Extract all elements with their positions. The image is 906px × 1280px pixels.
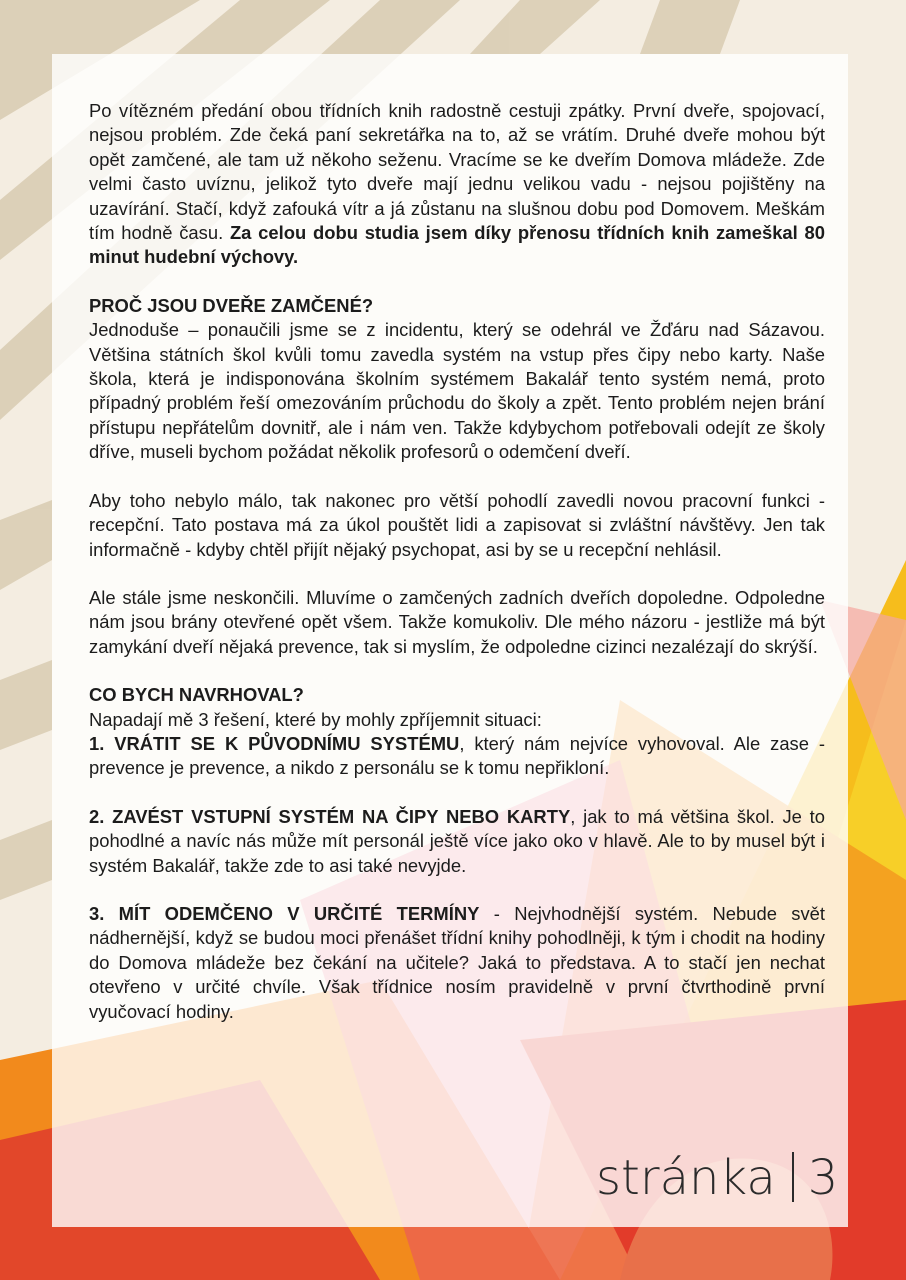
page-divider: [792, 1152, 794, 1202]
solution-3-title: 3. MÍT ODEMČENO V URČITÉ TERMÍNY: [89, 902, 480, 924]
heading-why-locked: PROČ JSOU DVEŘE ZAMČENÉ?: [89, 294, 374, 316]
paragraph-1-text: Po vítězném předání obou třídních knih radostně cestuji zpátky. První dveře, spojovací, nejsou problém. Zde čeká paní sekretářka na to, až se vrátím. Druhé dveře mohou být opět zamčené, ale tam už někoho seženu. Vracíme se ke dveřím Domova mládeže. Zde velmi často uvíznu, jelikož tyto dveře mají jednu velikou vadu - nejsou pojištěny na uzavírání. Stačí, když zafouká vítr a já zůstanu na slušnou dobu pod Domovem. Meškám tím hodně času.: [89, 100, 825, 244]
page-number-value: 3: [807, 1150, 839, 1206]
paragraph-3: Aby toho nebylo málo, tak nakonec pro větší pohodlí zavedli novou pracovní funkci - recepční. Tato postava má za úkol pouštět lidi a zapisovat si zvláštní návštěvy. Jen tak informačně - kdyby chtěl přijít nějaký psychopat, asi by se u recepční nehlásil.: [89, 489, 825, 560]
paragraph-1-bold: Za celou dobu studia jsem díky přenosu třídních knih zameškal 80 minut hudební výchovy.: [89, 222, 825, 268]
solution-1-title: 1. VRÁTIT SE K PŮVODNÍMU SYSTÉMU: [89, 732, 460, 754]
solution-2: [89, 805, 825, 878]
solution-2-text: , jak to má většina škol. Je to pohodlné a navíc nás může mít personál ještě více jako oko v hlavě. Ale to by musel být i systém Bakalář, takže zde to asi také nevyjde.: [89, 805, 825, 876]
solution-1: [89, 732, 825, 781]
page-label: stránka: [596, 1150, 776, 1206]
page-number: [596, 1148, 838, 1208]
paragraph-1: [89, 99, 825, 270]
solution-2-title: 2. ZAVÉST VSTUPNÍ SYSTÉM NA ČIPY NEBO KARTY: [89, 805, 571, 827]
solution-3-text: - Nejvhodnější systém. Nebude svět nádhernější, když se budou moci přenášet třídní knihy pohodlněji, k tým i chodit na hodiny do Domova mládeže bez čekání na učitele? Jaká to představa. A to stačí jen nechat otevřeno v určité chvíle. Však třídnice nosím pravidelně v první čtvrthodině první vyučovací hodiny.: [89, 902, 825, 1022]
solution-3: [89, 902, 825, 1024]
paragraph-2: Jednoduše – ponaučili jsme se z incidentu, který se odehrál ve Žďáru nad Sázavou. Většina státních škol kvůli tomu zavedla systém na vstup přes čipy nebo karty. Naše škola, která je indisponována školním systémem Bakalář tento systém nemá, proto případný problém řeší omezováním průchodu do školy a zpět. Tento problém nejen brání přístupu nepřátelům dovnitř, ale i nám ven. Takže kdybychom potřebovali odejít ze školy dříve, museli bychom požádat několik profesorů o odemčení dveří.: [89, 319, 825, 463]
heading-proposals: CO BYCH NAVRHOVAL?: [89, 684, 304, 706]
article-body: [89, 99, 825, 1024]
solution-1-text: , který nám nejvíce vyhovoval. Ale zase - prevence je prevence, a nikdo z personálu se k tomu nepřikloní.: [89, 732, 825, 779]
paragraph-4: Ale stále jsme neskončili. Mluvíme o zamčených zadních dveřích dopoledne. Odpoledne nám jsou brány otevřené opět všem. Takže komukoliv. Dle mého názoru - jestliže má být zamykání dveří nějaká prevence, tak si myslím, že odpoledne cizinci nezalézají do skrýší.: [89, 586, 825, 657]
proposals-intro: Napadají mě 3 řešení, které by mohly zpříjemnit situaci:: [89, 708, 542, 730]
